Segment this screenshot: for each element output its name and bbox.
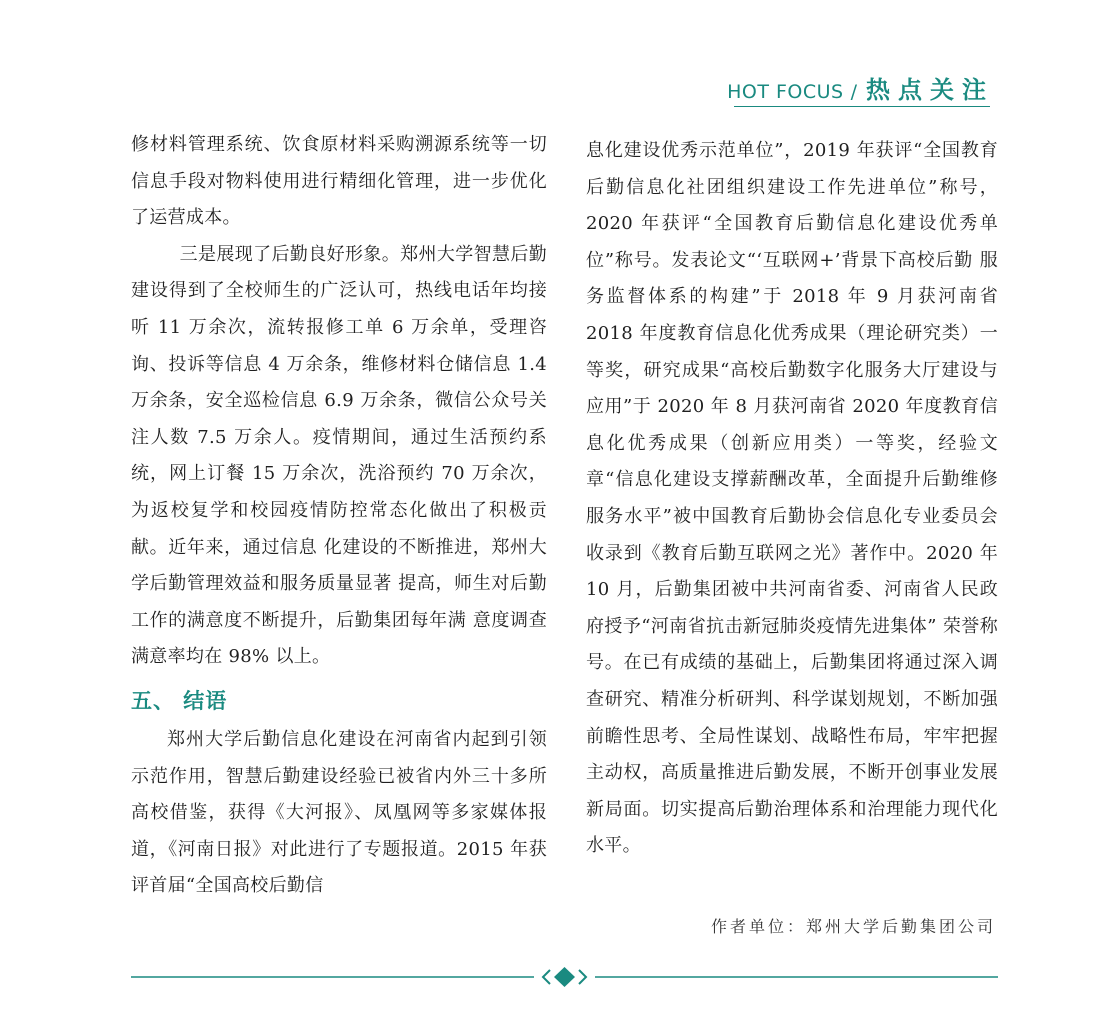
left-column bbox=[131, 127, 547, 905]
footer-divider-icon bbox=[131, 962, 998, 992]
footer-ornament bbox=[131, 962, 998, 992]
right-paragraph-1: 息化建设优秀示范单位”，2019 年获评“全国教育后勤信息化社团组织建设工作先进单位”称号，2020 年获评“全国教育后勤信息化建设优秀单位”称号。发表论文“‘互联网+’背景下高校后勤 服务监督体系的构建”于 2018 年 9 月获河南省 2018 年度教育信息化优秀成果（理论研究类）一等奖，研究成果“高校后勤数字化服务大厅建设与应用”于 2020 年 8 月获河南省 2020 年度教育信息化优秀成果（创新应用类）一等奖，经验文章“信息化建设支撑薪酬改革，全面提升后勤维修服务水平”被中国教育后勤协会信息化专业委员会收录到《教育后勤互联网之光》著作中。2020 年 10 月，后勤集团被中共河南省委、河南省人民政府授予“河南省抗击新冠肺炎疫情先进集体” 荣誉称号。在已有成绩的基础上，后勤集团将通过深入调查研究、精准分析研判、科学谋划规划，不断加强前瞻性思考、全局性谋划、战略性布局，牢牢把握主动权，高质量推进后勤发展，不断开创事业发展新局面。切实提高后勤治理体系和治理能力现代化水平。 bbox=[586, 140, 998, 857]
left-paragraph-3: 郑州大学后勤信息化建设在河南省内起到引领示范作用，智慧后勤建设经验已被省内外三十多所高校借鉴，获得《大河报》、凤凰网等多家媒体报道，《河南日报》对此进行了专题报道。2015 年获评首届“全国高校后勤信 bbox=[131, 728, 547, 897]
left-paragraph-1: 修材料管理系统、饮食原材料采购溯源系统等一切信息手段对物料使用进行精细化管理，进一步优化了运营成本。 bbox=[131, 134, 547, 229]
right-column bbox=[586, 133, 998, 865]
header-separator: / bbox=[850, 81, 857, 103]
section-name-chinese: 热点关注 bbox=[866, 76, 994, 104]
section-name-english: HOT FOCUS bbox=[727, 81, 844, 103]
section-heading-conclusion: 五、 结语 bbox=[131, 688, 228, 713]
left-paragraph-2: 三是展现了后勤良好形象。郑州大学智慧后勤建设得到了全校师生的广泛认可，热线电话年均接听 11 万余次，流转报修工单 6 万余单，受理咨询、投诉等信息 4 万余条，维修材料仓储信息 1.4 万余条，安全巡检信息 6.9 万余条，微信公众号关注人数 7.5 万余人。疫情期间，通过生活预约系统，网上订餐 15 万余次，洗浴预约 70 万余次，为返校复学和校园疫情防控常态化做出了积极贡献。近年来，通过信息 化建设的不断推进，郑州大学后勤管理效益和服务质量显著 提高，师生对后勤工作的满意度不断提升，后勤集团每年满 意度调查满意率均在 98% 以上。 bbox=[131, 243, 547, 668]
author-affiliation: 作者单位：郑州大学后勤集团公司 bbox=[710, 917, 996, 936]
section-header bbox=[727, 70, 994, 105]
header-underline bbox=[734, 106, 990, 107]
